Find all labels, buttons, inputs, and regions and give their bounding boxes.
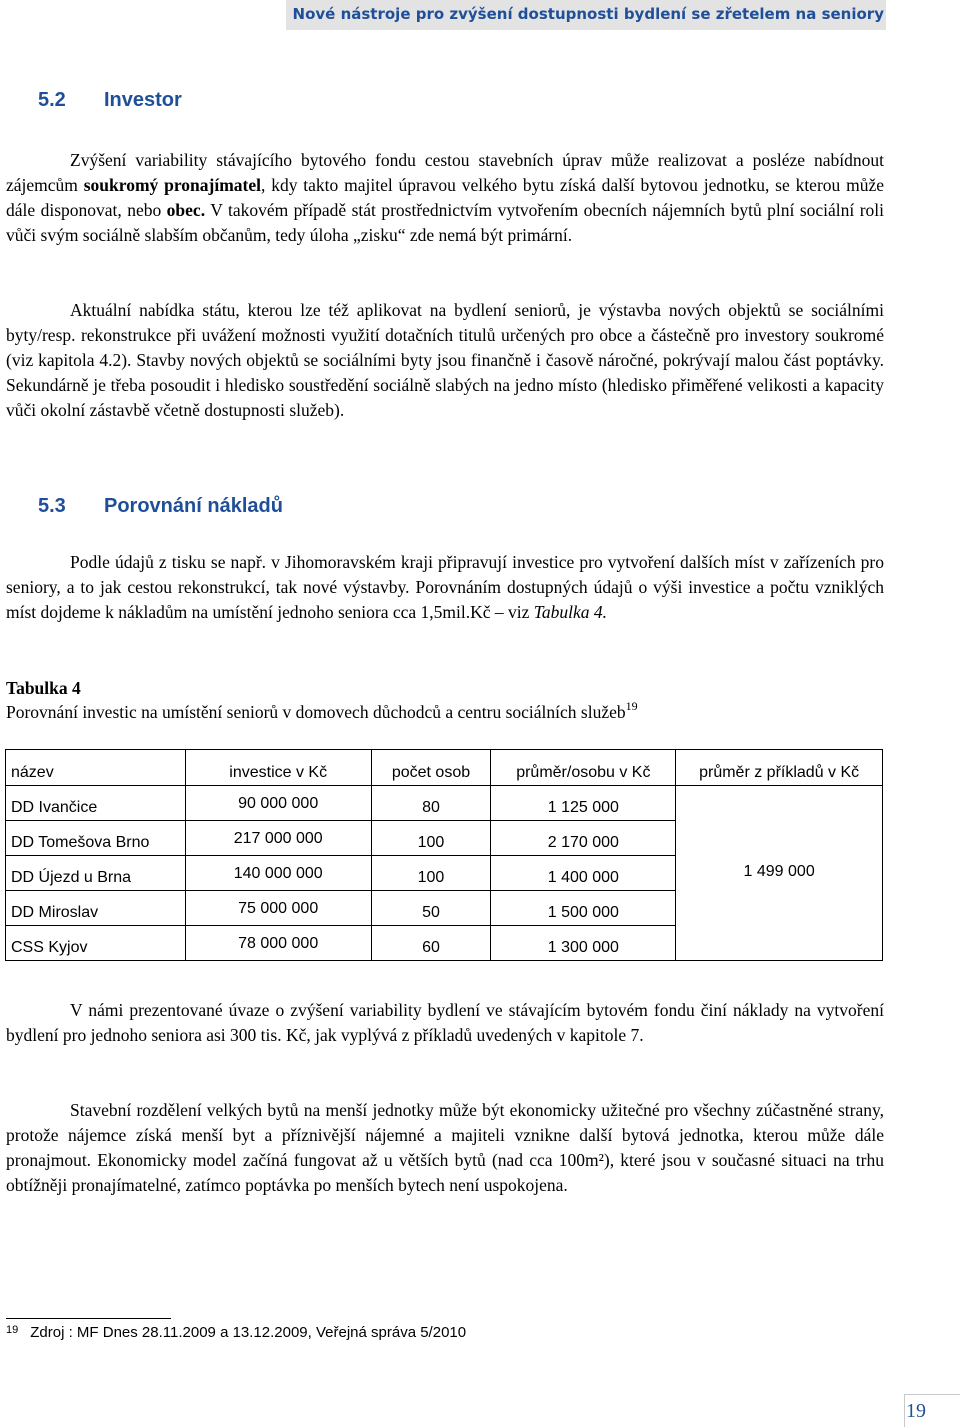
- paragraph-investor: Zvýšení variability stávajícího bytového fondu cestou stavebních úprav může realizovat a posléze nabídnout zájemcům soukromý pronajímatel, kdy takto majitel úpravou velkého bytu získá další bytovou jednotku, se kterou může dále disponovat, nebo obec. V takovém případě stát prostřednictvím vytvořením obecních nájemních bytů plní sociální roli vůči svým sociálně slabším občanům, tedy úloha „zisku“ zde nemá být primární.: [6, 150, 885, 245]
- section-heading-5-2: [38, 89, 182, 112]
- header-cell: průměr/osobu v Kč: [491, 750, 676, 786]
- running-header: Nové nástroje pro zvýšení dostupnosti bydlení se zřetelem na seniory: [292, 5, 884, 23]
- cell-per-person: 1 125 000: [491, 786, 676, 821]
- table-title: Porovnání investic na umístění seniorů v domovech důchodců a centru sociálních služeb$^{19}$: [6, 699, 638, 722]
- cell-name: DD Miroslav: [6, 891, 186, 926]
- emphasis-private-landlord: soukromý pronajímatel: [83, 175, 262, 195]
- header-cell: investice v Kč: [185, 750, 371, 786]
- cell-investment: 78 000 000: [185, 926, 371, 961]
- cell-name: CSS Kyjov: [6, 926, 186, 961]
- page-number: 19: [906, 1400, 926, 1422]
- cell-investment: 140 000 000: [185, 856, 371, 891]
- cell-persons: 80: [371, 786, 491, 821]
- cell-investment: 90 000 000: [185, 786, 371, 821]
- paragraph-cost-comparison: Podle údajů z tisku se např. v Jihomoravském kraji připravují investice pro vytvoření dalších míst v zařízeních pro seniory, a to jak cestou rekonstrukcí, tak nové výstavby. Porovnáním dostupných údajů o výši investice a počtu vzniklých míst dojdeme k nákladům na umístění jednoho seniora cca 1,5mil.Kč – viz Tabulka 4.: [6, 552, 884, 622]
- table-row: [6, 786, 883, 821]
- cell-name: DD Ivančice: [6, 786, 186, 821]
- cell-persons: 100: [371, 821, 491, 856]
- cell-overall-average: 1 499 000: [676, 786, 883, 961]
- section-number: 5.2: [38, 89, 66, 111]
- footnote-separator: [6, 1318, 171, 1319]
- header-cell: počet osob: [371, 750, 491, 786]
- cell-name: DD Újezd u Brna: [6, 856, 186, 891]
- table-reference: Tabulka 4.: [533, 602, 608, 622]
- cell-per-person: 1 300 000: [491, 926, 676, 961]
- cell-persons: 60: [371, 926, 491, 961]
- section-title: Investor: [104, 89, 182, 111]
- footnote-text: Zdroj : MF Dnes 28.11.2009 a 13.12.2009, Veřejná správa 5/2010: [30, 1324, 467, 1341]
- emphasis-municipality: obec.: [166, 200, 206, 220]
- cell-per-person: 1 500 000: [491, 891, 676, 926]
- section-number: 5.3: [38, 495, 66, 517]
- cell-name: DD Tomešova Brno: [6, 821, 186, 856]
- table-header-row: [6, 750, 883, 786]
- footnote: [6, 1324, 466, 1341]
- paragraph-our-variant: V námi prezentované úvaze o zvýšení variability bydlení ve stávajícím bytovém fondu činí náklady na vytvoření bydlení pro jednoho seniora asi 300 tis. Kč, jak vyplývá z příkladů uvedených v kapitole 7.: [6, 1000, 884, 1045]
- section-title: Porovnání nákladů: [104, 495, 283, 517]
- section-heading-5-3: [38, 495, 283, 518]
- paragraph-division: Stavební rozdělení velkých bytů na menší jednotky může být ekonomicky užitečné pro všechny zúčastněné strany, protože nájemce získá menší byt a příznivější nájemné a majiteli vznikne další bytová jednotka, kterou může dále pronajmout. Ekonomicky model začíná fungovat až u větších bytů (nad cca 100m²), které jsou v současné situaci na trhu obtížněji pronajímatelné, zatímco poptávka po menších bytech není uspokojena.: [6, 1100, 884, 1195]
- cell-per-person: 2 170 000: [491, 821, 676, 856]
- header-cell: název: [6, 750, 186, 786]
- footnote-ref: 19: [625, 699, 638, 713]
- cell-persons: 100: [371, 856, 491, 891]
- cell-investment: 217 000 000: [185, 821, 371, 856]
- header-cell: průměr z příkladů v Kč: [676, 750, 883, 786]
- investment-table: [5, 749, 883, 961]
- footnote-number: 19: [6, 1324, 19, 1336]
- cell-investment: 75 000 000: [185, 891, 371, 926]
- cell-per-person: 1 400 000: [491, 856, 676, 891]
- paragraph-state-offer: Aktuální nabídka státu, kterou lze též aplikovat na bydlení seniorů, je výstavba nových objektů se sociálními byty/resp. rekonstrukce při uvážení možnosti využití dotačních titulů určených pro obce a částečně pro investory soukromé (viz kapitola 4.2). Stavby nových objektů se sociálními byty jsou finančně i časově náročné, pokrývají malou část poptávky. Sekundárně je třeba posoudit i hledisko soustředění sociálně slabých na jedno místo (hledisko přiměřené velikosti a kapacity vůči okolní zástavbě včetně dostupnosti služeb).: [6, 300, 884, 420]
- cell-persons: 50: [371, 891, 491, 926]
- table-label: Tabulka 4: [6, 678, 81, 698]
